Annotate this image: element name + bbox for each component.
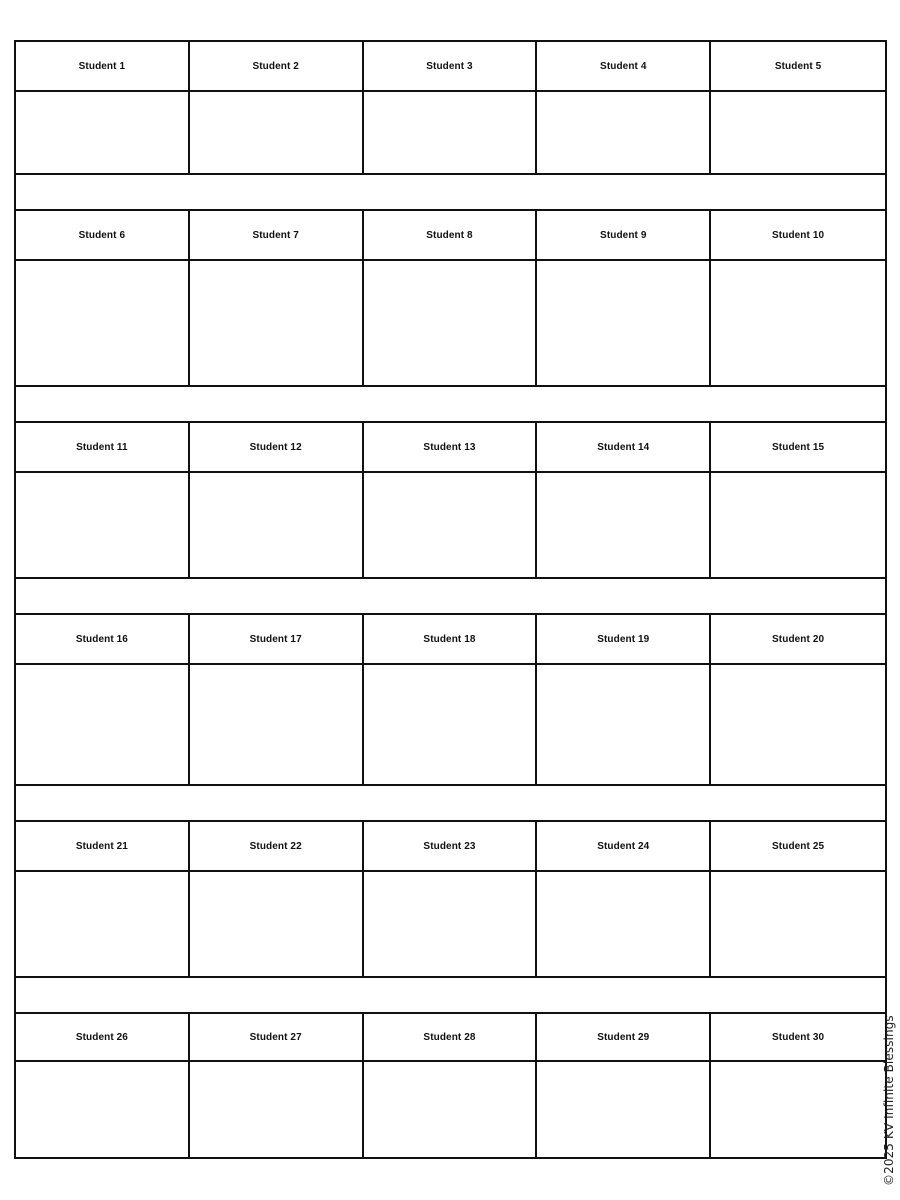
- student-21-box: [16, 872, 190, 976]
- body-row-2: [16, 261, 885, 387]
- student-18-box: [364, 665, 538, 784]
- student-10-label: Student 10: [772, 229, 825, 241]
- student-21-label: Student 21: [16, 822, 190, 870]
- student-27-box: [190, 1062, 364, 1158]
- student-23-label: Student 23: [364, 822, 538, 870]
- student-23-box: [364, 872, 538, 976]
- student-5-label: Student 5: [774, 60, 822, 72]
- student-29-label: Student 29: [537, 1014, 711, 1060]
- student-6-box: [16, 261, 190, 385]
- student-grid: [16, 42, 885, 1157]
- header-row-6: [16, 1014, 885, 1062]
- student-15-box: [711, 473, 885, 577]
- student-9-box: [537, 261, 711, 385]
- student-9-label: Student 9: [537, 211, 711, 259]
- spacer-row-3: [16, 579, 885, 615]
- student-29-box: [537, 1062, 711, 1158]
- student-13-label: Student 13: [364, 423, 538, 471]
- student-2-box: [190, 92, 364, 173]
- student-28-label: Student 28: [364, 1014, 538, 1060]
- student-3-label: Student 3: [364, 42, 538, 90]
- student-18-label: Student 18: [364, 615, 538, 663]
- student-12-label: Student 12: [190, 423, 364, 471]
- header-row-2: [16, 211, 885, 261]
- student-7-label: Student 7: [190, 211, 364, 259]
- header-row-5: [16, 822, 885, 872]
- student-1-box: [16, 92, 190, 173]
- student-27-label: Student 27: [190, 1014, 364, 1060]
- student-1-label: Student 1: [16, 42, 190, 90]
- student-15-label: Student 15: [772, 441, 825, 453]
- student-22-label: Student 22: [190, 822, 364, 870]
- student-14-box: [537, 473, 711, 577]
- student-19-label: Student 19: [537, 615, 711, 663]
- student-24-box: [537, 872, 711, 976]
- student-30-box: [711, 1062, 885, 1158]
- student-26-label: Student 26: [16, 1014, 190, 1060]
- header-row-3: [16, 423, 885, 473]
- student-20-label: Student 20: [772, 633, 825, 645]
- body-row-5: [16, 872, 885, 978]
- spacer-row-4: [16, 786, 885, 822]
- student-28-box: [364, 1062, 538, 1158]
- student-26-box: [16, 1062, 190, 1158]
- student-11-label: Student 11: [16, 423, 190, 471]
- student-16-label: Student 16: [16, 615, 190, 663]
- student-10-box: [711, 261, 885, 385]
- student-13-box: [364, 473, 538, 577]
- body-row-4: [16, 665, 885, 786]
- student-25-box: [711, 872, 885, 976]
- spacer-row-1: [16, 175, 885, 211]
- student-11-box: [16, 473, 190, 577]
- copyright-text: ©2025 KV Infinite Blessings: [882, 1015, 896, 1186]
- student-17-box: [190, 665, 364, 784]
- student-7-box: [190, 261, 364, 385]
- header-row-1: [16, 42, 885, 92]
- body-row-1: [16, 92, 885, 175]
- student-5-box: [711, 92, 885, 173]
- student-22-box: [190, 872, 364, 976]
- spacer-row-2: [16, 387, 885, 423]
- student-25-label: Student 25: [772, 840, 825, 852]
- header-row-4: [16, 615, 885, 665]
- student-20-box: [711, 665, 885, 784]
- spacer-row-5: [16, 978, 885, 1014]
- student-8-label: Student 8: [364, 211, 538, 259]
- student-14-label: Student 14: [537, 423, 711, 471]
- student-12-box: [190, 473, 364, 577]
- student-17-label: Student 17: [190, 615, 364, 663]
- student-16-box: [16, 665, 190, 784]
- student-4-label: Student 4: [537, 42, 711, 90]
- student-19-box: [537, 665, 711, 784]
- student-30-label: Student 30: [772, 1031, 825, 1043]
- body-row-3: [16, 473, 885, 579]
- student-4-box: [537, 92, 711, 173]
- student-2-label: Student 2: [190, 42, 364, 90]
- student-24-label: Student 24: [537, 822, 711, 870]
- student-8-box: [364, 261, 538, 385]
- student-6-label: Student 6: [16, 211, 190, 259]
- body-row-6: [16, 1062, 885, 1158]
- student-3-box: [364, 92, 538, 173]
- student-roster-sheet: [14, 40, 887, 1159]
